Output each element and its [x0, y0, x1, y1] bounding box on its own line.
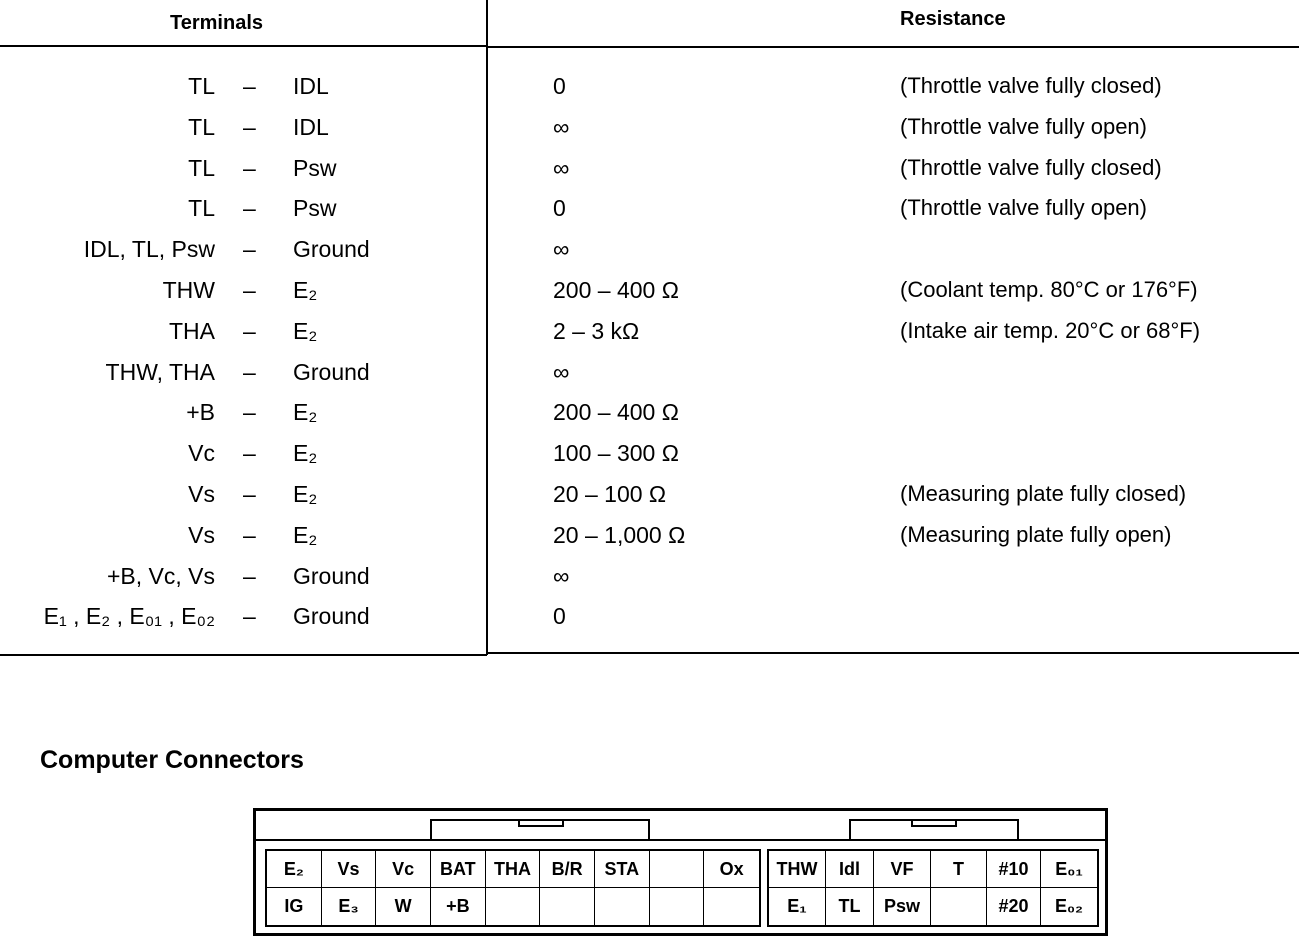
- resistance-value: ∞: [553, 236, 570, 263]
- connector-pin: E₂: [267, 851, 322, 888]
- header-rule-right: [487, 46, 1299, 48]
- table-row: [0, 229, 1312, 270]
- condition-note: (Coolant temp. 80°C or 176°F): [900, 276, 1198, 302]
- terminal-dash: –: [243, 358, 256, 385]
- terminal-a: +B: [186, 399, 215, 426]
- terminal-a: TL: [188, 73, 215, 99]
- resistance-value: ∞: [553, 358, 570, 385]
- terminal-b: Ground: [293, 603, 370, 630]
- connector-pin: #10: [987, 851, 1041, 888]
- resistance-value: ∞: [553, 154, 570, 181]
- terminal-dash: –: [243, 317, 256, 344]
- connector-pin: THW: [769, 851, 826, 888]
- resistance-value: ∞: [553, 113, 570, 140]
- connector-pin: B/R: [540, 851, 595, 888]
- terminal-a: E₁ , E₂ , E₀₁ , E₀₂: [43, 603, 215, 630]
- connector-pin: E₀₂: [1054, 896, 1084, 916]
- header-rule-left: [0, 45, 487, 47]
- terminal-dash: –: [243, 236, 256, 263]
- condition-note: (Measuring plate fully closed): [900, 480, 1187, 506]
- condition-note: (Throttle valve fully closed): [900, 154, 1162, 180]
- terminal-dash: –: [243, 521, 256, 548]
- connector-pin: E₁: [769, 888, 826, 925]
- table-row: [0, 556, 1312, 597]
- connector-lock-notch-left: [518, 819, 564, 827]
- connector-pin: [704, 888, 759, 925]
- connector-pin: [931, 888, 987, 925]
- connector-pin: Idl: [826, 851, 874, 888]
- connector-pin: W: [376, 888, 431, 925]
- connector-pin: [595, 888, 650, 925]
- terminal-b: E₂: [293, 276, 318, 303]
- terminal-b: Ground: [293, 236, 370, 263]
- resistance-value: 2 – 3 kΩ: [553, 317, 640, 344]
- connector-pin: +B: [431, 888, 486, 925]
- bottom-rule-right: [487, 652, 1299, 654]
- terminal-dash: –: [243, 195, 256, 222]
- terminal-a: TL: [188, 113, 215, 140]
- terminal-b: Ground: [293, 358, 370, 385]
- condition-note: (Intake air temp. 20°C or 68°F): [900, 317, 1201, 343]
- terminal-dash: –: [243, 73, 256, 99]
- terminal-a: Vs: [188, 521, 215, 548]
- table-row: [0, 474, 1312, 515]
- resistance-value: 0: [553, 73, 566, 99]
- connector-pin: E₀₁: [1041, 851, 1097, 888]
- terminal-dash: –: [243, 276, 256, 303]
- connector-pin: VF: [874, 851, 931, 888]
- resistance-value: 20 – 1,000 Ω: [553, 521, 686, 548]
- table-row: [0, 148, 1312, 189]
- connector-block-left: [265, 849, 761, 927]
- terminal-b: Ground: [293, 562, 370, 589]
- resistance-value: 200 – 400 Ω: [553, 399, 679, 426]
- table-row: [0, 311, 1312, 352]
- table-row: [0, 66, 1312, 107]
- table-row: [0, 596, 1312, 637]
- section-title-computer-connectors: Computer Connectors: [40, 746, 304, 774]
- header-terminals: Terminals: [170, 12, 263, 34]
- condition-note: (Throttle valve fully closed): [900, 73, 1162, 98]
- resistance-value: 20 – 100 Ω: [553, 480, 667, 507]
- connector-pin: Psw: [874, 888, 931, 925]
- connector-pin: BAT: [431, 851, 486, 888]
- connector-pin: STA: [595, 851, 650, 888]
- terminal-dash: –: [243, 480, 256, 507]
- connector-pin: [650, 888, 705, 925]
- connector-pin: IG: [267, 888, 322, 925]
- terminal-a: Vc: [188, 440, 215, 467]
- terminal-b: Psw: [293, 154, 337, 181]
- connector-pin: [650, 851, 705, 888]
- connector-pin: #20: [987, 888, 1041, 925]
- condition-note: (Measuring plate fully open): [900, 521, 1172, 547]
- table-row: [0, 433, 1312, 474]
- terminal-a: TL: [188, 154, 215, 181]
- terminal-a: THA: [169, 317, 215, 344]
- terminal-b: E₂: [293, 440, 318, 467]
- resistance-value: 0: [553, 603, 566, 630]
- table-row: [0, 188, 1312, 229]
- computer-connector-diagram: [253, 808, 1108, 936]
- terminal-a: THW: [162, 276, 215, 303]
- connector-pin: THA: [486, 851, 541, 888]
- connector-pin: Ox: [704, 851, 759, 888]
- condition-note: (Throttle valve fully open): [900, 195, 1147, 221]
- connector-pin: T: [931, 851, 987, 888]
- terminal-dash: –: [243, 603, 256, 630]
- table-row: [0, 270, 1312, 311]
- terminal-b: E₂: [293, 521, 318, 548]
- terminal-a: Vs: [188, 480, 215, 507]
- resistance-value: 100 – 300 Ω: [553, 440, 679, 467]
- table-row: [0, 392, 1312, 433]
- connector-pin: [540, 888, 595, 925]
- connector-pin: TL: [826, 888, 874, 925]
- connector-pin: [486, 888, 541, 925]
- connector-lock-tab-left: [430, 819, 650, 839]
- resistance-table-body: [0, 66, 1312, 637]
- terminal-a: THW, THA: [105, 358, 215, 385]
- terminal-dash: –: [243, 562, 256, 589]
- terminal-a: +B, Vc, Vs: [106, 562, 215, 589]
- connector-lock-tab-right: [849, 819, 1019, 839]
- header-resistance: Resistance: [900, 8, 1006, 30]
- terminal-dash: –: [243, 154, 256, 181]
- connector-lock-notch-right: [911, 819, 957, 827]
- resistance-value: 200 – 400 Ω: [553, 276, 679, 303]
- terminal-dash: –: [243, 113, 256, 140]
- terminal-b: IDL: [293, 73, 329, 99]
- resistance-value: ∞: [553, 562, 570, 589]
- condition-note: (Throttle valve fully open): [900, 113, 1147, 139]
- terminal-a: TL: [188, 195, 215, 222]
- table-row: [0, 352, 1312, 393]
- table-row: [0, 107, 1312, 148]
- connector-pin: Vs: [322, 851, 377, 888]
- terminal-dash: –: [243, 399, 256, 426]
- resistance-value: 0: [553, 195, 566, 222]
- terminal-b: Psw: [293, 195, 337, 222]
- connector-pin: Vc: [376, 851, 431, 888]
- terminal-b: IDL: [293, 113, 329, 140]
- terminal-a: IDL, TL, Psw: [83, 236, 215, 263]
- terminal-dash: –: [243, 440, 256, 467]
- terminal-b: E₂: [293, 317, 318, 344]
- terminal-b: E₂: [293, 399, 318, 426]
- bottom-rule-left: [0, 654, 487, 656]
- connector-block-right: [767, 849, 1099, 927]
- connector-top-rail: [256, 839, 1105, 841]
- connector-pin: E₃: [322, 888, 377, 925]
- terminal-b: E₂: [293, 480, 318, 507]
- table-row: [0, 515, 1312, 556]
